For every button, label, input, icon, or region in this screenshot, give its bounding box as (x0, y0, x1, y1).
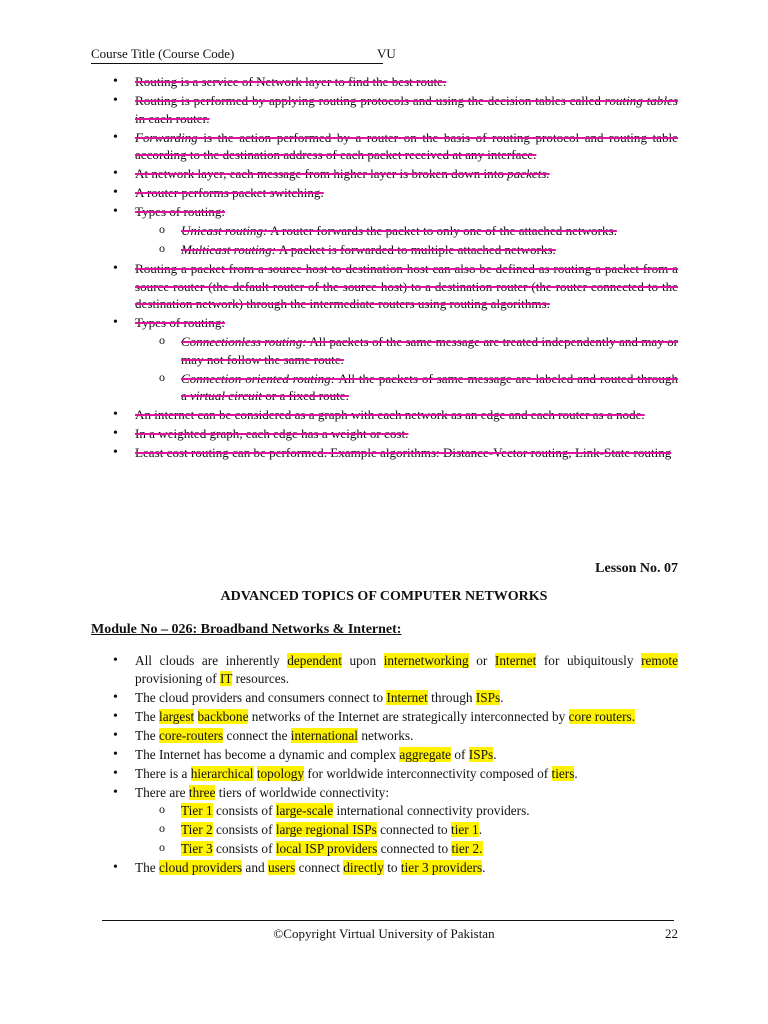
highlighted-text: tiers (551, 765, 575, 781)
text-run: . (500, 689, 504, 705)
sub-list-item (113, 241, 678, 259)
list-item (113, 708, 678, 726)
highlighted-text: users (267, 860, 296, 876)
highlighted-text: aggregate (399, 746, 452, 762)
text-run: The Internet has become a dynamic and complex (135, 746, 400, 762)
highlighted-text: tier 2. (451, 841, 483, 857)
highlighted-text: ISPs (475, 689, 501, 705)
text-run: All the packets of same message are labeled and routed through a (181, 370, 678, 403)
text-run: An internet can be considered as a graph with each network as an edge and each router as a node. (135, 407, 645, 422)
highlighted-text: Internet (386, 689, 428, 705)
italic-text: Unicast routing: (181, 223, 268, 238)
text-run: in each router. (135, 110, 210, 126)
text-run: international connectivity providers. (333, 803, 530, 819)
highlighted-text: backbone (197, 708, 249, 724)
page-header (91, 46, 396, 62)
list-item (113, 425, 678, 443)
text-run: or (468, 653, 495, 668)
highlighted-text: IT (219, 670, 233, 686)
list-item (113, 260, 678, 313)
text-run: or a fixed route. (261, 388, 349, 403)
highlighted-text: hierarchical (190, 765, 254, 781)
text-run: The (135, 727, 159, 743)
list-item (113, 203, 678, 221)
text-run: connect the (223, 727, 291, 743)
list-item (113, 444, 678, 462)
text-run: Types of routing: (135, 315, 225, 330)
highlighted-text: Tier 1 (181, 803, 213, 819)
highlighted-text: largest (159, 708, 195, 724)
italic-text: packets. (507, 166, 550, 181)
highlighted-text: core-routers (159, 727, 224, 743)
list-item (113, 784, 678, 802)
text-run: through (427, 689, 476, 705)
footer-rule (102, 920, 674, 921)
text-run: Types of routing: (135, 204, 225, 219)
italic-text: virtual circuit (190, 388, 262, 403)
page-number: 22 (665, 926, 678, 941)
highlighted-text: international (290, 727, 358, 743)
list-item (113, 652, 678, 687)
sub-list-item (113, 802, 678, 820)
text-run: . (478, 822, 483, 838)
text-run: In a weighted graph, each edge has a weight or cost. (135, 426, 409, 441)
text-run: There is a (135, 765, 191, 781)
text-run: A router forwards the packet to only one of the attached networks. (267, 223, 617, 238)
highlighted-text: local ISP providers (275, 841, 378, 857)
highlighted-text: dependent (287, 653, 342, 668)
text-run: resources. (232, 670, 290, 686)
text-run: Least cost routing can be performed. Example algorithms: Distance-Vector routing, Link-State routing (135, 445, 672, 460)
footer-copyright: ©Copyright Virtual University of Pakistan (273, 926, 495, 941)
text-run: At network layer, each message from higher layer is broken down into (135, 166, 508, 181)
text-run: to (383, 860, 401, 876)
list-item (113, 406, 678, 424)
text-run: Routing a packet from a source host to destination host can also be defined as routing a packet from a source router (the default router of the source host) to a destination router (the router connected to the destination network) through the intermediate routers using routing algorithms. (135, 261, 678, 311)
list-item (113, 765, 678, 783)
highlighted-text: internetworking (383, 653, 469, 668)
text-run: consists of (212, 841, 276, 857)
text-run: connected to (377, 841, 452, 857)
text-run: . (493, 746, 497, 762)
italic-text: Forwarding (135, 129, 198, 145)
sub-list-item (113, 222, 678, 240)
text-run: . (574, 765, 578, 781)
highlighted-text: Internet (494, 653, 537, 668)
text-run: The (135, 860, 159, 876)
sub-list-item (113, 333, 678, 368)
highlighted-text: large-scale (275, 803, 334, 819)
vu-label: VU (377, 46, 396, 61)
text-run: A router performs packet switching. (135, 185, 324, 200)
sub-list-item (113, 821, 678, 839)
highlighted-text: topology (256, 765, 305, 781)
text-run: of (451, 746, 469, 762)
list-item (113, 92, 678, 127)
text-run: connected to (376, 822, 451, 838)
text-run: for ubiquitously (536, 653, 642, 668)
text-run: consists of (212, 803, 276, 819)
list-item (113, 727, 678, 745)
text-run: The cloud providers and consumers connect to (135, 689, 387, 705)
text-run: All clouds are inherently (135, 653, 288, 668)
highlighted-text: core routers. (568, 708, 636, 724)
highlighted-text: cloud providers (159, 860, 243, 876)
list-item (113, 859, 678, 877)
list-item (113, 689, 678, 707)
text-run: All packets of the same message are treated independently and may or may not follow the same route. (181, 334, 678, 367)
text-run: Routing is performed by applying routing protocols and using the decision tables called (135, 93, 605, 108)
text-run: is the action performed by a router on the basis of routing protocol and routing table according to the destination address of each packet received at any interface. (135, 129, 678, 162)
text-run: There are (135, 784, 189, 800)
module-content-list (113, 652, 678, 878)
text-run: A packet is forwarded to multiple attached networks. (276, 242, 556, 257)
course-title: Course Title (Course Code) (91, 46, 235, 61)
list-item (113, 73, 678, 91)
text-run: networks. (358, 727, 414, 743)
sub-list-item (113, 370, 678, 405)
text-run: connect (295, 860, 344, 876)
highlighted-text: ISPs (468, 746, 494, 762)
struck-notes-list (113, 73, 678, 463)
text-run: networks of the Internet are strategically interconnected by (248, 708, 569, 724)
list-item (113, 746, 678, 764)
text-run: The (135, 708, 159, 724)
section-title: ADVANCED TOPICS OF COMPUTER NETWORKS (220, 589, 548, 604)
list-item (113, 184, 678, 202)
highlighted-text: Tier 2 (181, 822, 213, 838)
italic-text: Connection oriented routing: (181, 370, 336, 386)
text-run: upon (341, 653, 384, 668)
highlighted-text: large regional ISPs (275, 822, 377, 838)
text-run: Routing is a service of Network layer to find the best route. (135, 74, 447, 89)
highlighted-text: directly (343, 860, 384, 876)
italic-text: routing tables (604, 93, 679, 108)
text-run: consists of (212, 822, 276, 838)
text-run: and (242, 860, 268, 876)
highlighted-text: three (188, 784, 216, 800)
highlighted-text: remote (641, 653, 678, 668)
list-item (113, 314, 678, 332)
text-run: provisioning of (135, 670, 220, 686)
text-run: tiers of worldwide connectivity: (215, 784, 390, 800)
header-rule (91, 63, 383, 64)
highlighted-text: tier 1 (451, 822, 479, 838)
italic-text: Connectionless routing: (181, 334, 307, 349)
italic-text: Multicast routing: (181, 242, 277, 257)
list-item (113, 165, 678, 183)
module-title: Module No – 026: Broadband Networks & Internet: (91, 622, 402, 637)
list-item (113, 129, 678, 164)
sub-list-item (113, 840, 678, 858)
highlighted-text: Tier 3 (181, 841, 213, 857)
text-run: . (482, 860, 486, 876)
highlighted-text: tier 3 providers (400, 860, 483, 876)
text-run: for worldwide interconnectivity composed of (304, 765, 552, 781)
lesson-number: Lesson No. 07 (595, 561, 678, 576)
